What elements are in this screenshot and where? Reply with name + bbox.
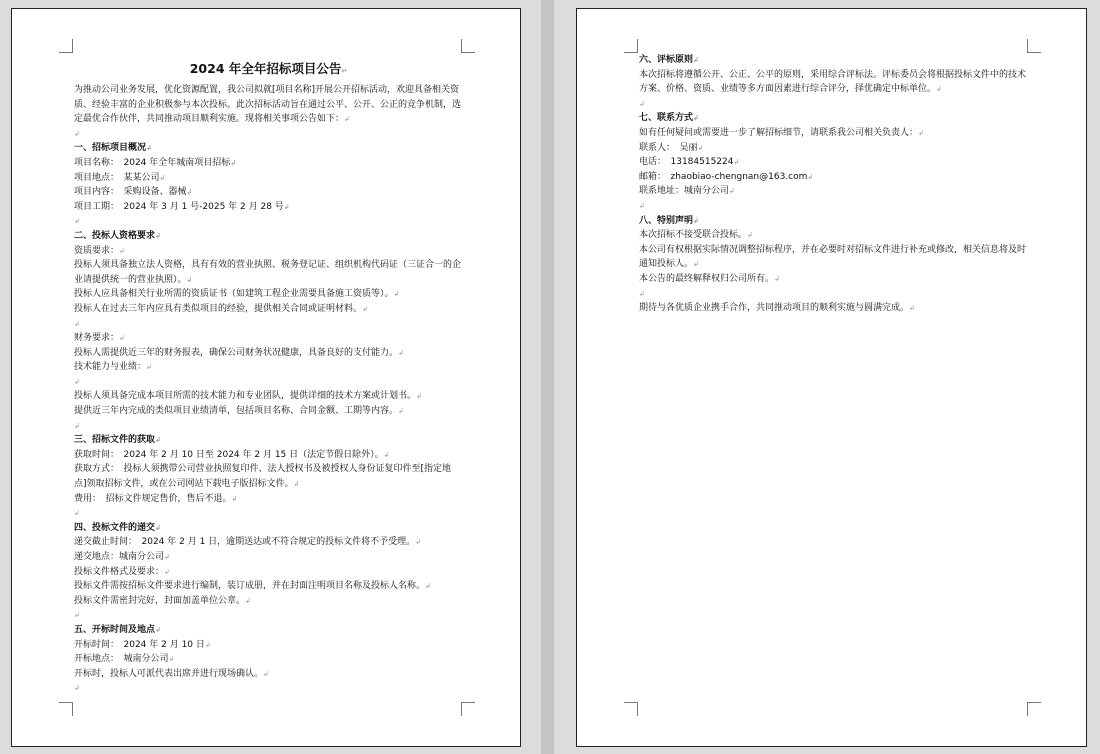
paragraph-mark: ↲ <box>425 582 431 591</box>
page-2-body[interactable] <box>639 53 1028 316</box>
paragraph-text: 联系人： 吴丽 <box>639 142 698 153</box>
paragraph-text: 项目名称： 2024 年全年城南项目招标 <box>74 157 231 168</box>
empty-paragraph <box>639 97 1028 112</box>
paragraph-text: 提供近三年内完成的类似项目业绩清单，包括项目名称、合同金额、工期等内容。 <box>74 406 399 417</box>
page-gap <box>541 0 554 754</box>
paragraph-mark: ↲ <box>74 509 80 518</box>
paragraph-text: 投标人应具备相关行业所需的资质证书（如建筑工程企业需要具备施工资质等）。 <box>74 289 394 300</box>
paragraph-mark: ↲ <box>155 625 161 634</box>
paragraph <box>74 535 463 550</box>
paragraph-text: 电话： 13184515224 <box>639 157 734 168</box>
paragraph-text: 三、招标文件的获取 <box>74 435 156 446</box>
paragraph-text: 项目工期： 2024 年 3 月 1 号-2025 年 2 月 28 号 <box>74 201 284 212</box>
section-heading <box>639 111 1028 126</box>
empty-paragraph <box>74 608 463 623</box>
paragraph-text: 投标文件需按招标文件要求进行编制，装订成册，并在封面注明项目名称及投标人名称。 <box>74 581 426 592</box>
crop-mark <box>624 39 638 53</box>
paragraph-mark: ↲ <box>693 260 699 269</box>
paragraph <box>74 171 463 186</box>
paragraph <box>74 389 463 404</box>
paragraph <box>74 565 463 580</box>
paragraph <box>74 594 463 609</box>
paragraph-text: 四、投标文件的递交 <box>74 522 156 533</box>
paragraph-mark: ↲ <box>119 334 125 343</box>
crop-mark <box>624 702 638 716</box>
paragraph-mark: ↲ <box>74 319 80 328</box>
paragraph-mark: ↲ <box>155 436 161 445</box>
crop-mark <box>59 702 73 716</box>
paragraph-text: 项目地点： 某某公司 <box>74 172 160 183</box>
paragraph-mark: ↲ <box>693 216 699 225</box>
paragraph-mark: ↲ <box>74 684 80 693</box>
crop-mark <box>1027 39 1041 53</box>
paragraph-mark: ↲ <box>729 187 735 196</box>
document-page-1[interactable] <box>11 8 521 747</box>
paragraph-mark: ↲ <box>186 188 193 197</box>
crop-mark <box>461 39 475 53</box>
paragraph-mark: ↲ <box>693 114 699 123</box>
paragraph-mark: ↲ <box>231 494 238 503</box>
paragraph <box>639 68 1028 97</box>
paragraph-mark: ↲ <box>74 421 80 430</box>
paragraph <box>74 360 463 375</box>
paragraph-text: 六、评标原则 <box>639 55 694 65</box>
paragraph <box>74 258 463 287</box>
paragraph-text: 为推动公司业务发展，优化资源配置，我公司拟就[项目名称]开展公开招标活动，欢迎具备相关资质、经验丰富的企业积极参与本次投标。此次招标活动旨在通过公平、公开、公正的竞争机制，选定最优合作伙伴，共同推动项目顺利实施。现将相关事项公告如下： <box>74 85 462 125</box>
paragraph-text: 技术能力与业绩： <box>74 362 147 373</box>
paragraph-mark: ↲ <box>747 231 753 240</box>
paragraph <box>74 346 463 361</box>
paragraph-text: 投标人需提供近三年的财务报表，确保公司财务状况健康，具备良好的支付能力。 <box>74 347 399 358</box>
paragraph-mark: ↲ <box>416 392 422 401</box>
paragraph <box>74 200 463 215</box>
paragraph <box>74 287 463 302</box>
page-1-body[interactable] <box>74 61 463 696</box>
paragraph-mark: ↲ <box>74 377 80 386</box>
empty-paragraph <box>74 506 463 521</box>
paragraph-mark: ↲ <box>168 655 175 664</box>
paragraph <box>639 184 1028 199</box>
paragraph <box>74 492 463 507</box>
empty-paragraph <box>74 214 463 229</box>
paragraph <box>639 243 1028 272</box>
crop-mark <box>461 702 475 716</box>
paragraph-mark: ↲ <box>733 158 740 167</box>
paragraph-text: 投标人须具备完成本项目所需的技术能力和专业团队，提供详细的技术方案或计划书。 <box>74 391 417 402</box>
empty-paragraph <box>74 127 463 142</box>
paragraph-mark: ↲ <box>639 99 645 108</box>
paragraph-text: 递交地点：城南分公司 <box>74 552 165 562</box>
paragraph-text: 开标地点： 城南分公司 <box>74 654 169 665</box>
paragraph <box>74 462 463 491</box>
section-heading <box>74 141 463 156</box>
paragraph-mark: ↲ <box>293 480 300 489</box>
section-heading <box>74 229 463 244</box>
paragraph-mark: ↲ <box>344 115 350 124</box>
paragraph-mark: ↲ <box>230 158 237 167</box>
paragraph-mark: ↲ <box>807 172 814 181</box>
paragraph <box>639 155 1028 170</box>
crop-mark <box>1027 702 1041 716</box>
paragraph-text: 八、特别声明 <box>639 215 694 226</box>
paragraph-mark: ↲ <box>398 407 404 416</box>
empty-paragraph <box>74 375 463 390</box>
paragraph-mark: ↲ <box>245 596 251 605</box>
paragraph-mark: ↲ <box>155 231 161 240</box>
empty-paragraph <box>74 681 463 696</box>
paragraph-text: 开标时间： 2024 年 2 月 10 日 <box>74 639 205 650</box>
paragraph-mark: ↲ <box>639 289 645 298</box>
empty-paragraph <box>639 199 1028 214</box>
paragraph <box>74 667 463 682</box>
paragraph-text: 获取方式： 投标人须携带公司营业执照复印件、法人授权书及被授权人身份证复印件至[指定地点]领取招标文件，或在公司网站下载电子版招标文件。 <box>74 464 452 490</box>
paragraph-mark: ↲ <box>697 143 704 152</box>
document-page-2[interactable] <box>576 8 1087 747</box>
paragraph <box>74 579 463 594</box>
section-heading <box>74 623 463 638</box>
paragraph-mark: ↲ <box>146 144 152 153</box>
paragraph-text: 二、投标人资格要求 <box>74 230 156 241</box>
empty-paragraph <box>74 317 463 332</box>
paragraph <box>639 170 1028 185</box>
paragraph-text: 本次招标将遵循公开、公正、公平的原则，采用综合评标法。评标委员会将根据投标文件中的技术方案、价格、资质、业绩等多方面因素进行综合评分，择优确定中标单位。 <box>639 69 1027 95</box>
paragraph-text: 递交截止时间： 2024 年 2 月 1 日，逾期送达或不符合规定的投标文件将不予受理。 <box>74 537 416 548</box>
paragraph-text: 项目内容： 采购设备、器械 <box>74 187 187 198</box>
paragraph-mark: ↲ <box>383 450 390 459</box>
paragraph-mark: ↲ <box>918 128 924 137</box>
paragraph-mark: ↲ <box>393 290 400 299</box>
paragraph-text: 本次招标不接受联合投标。 <box>639 230 748 241</box>
paragraph-text: 七、联系方式 <box>639 113 694 124</box>
paragraph-text: 期待与各优质企业携手合作，共同推动项目的顺利实施与圆满完成。 <box>639 303 910 314</box>
paragraph-text: 资质要求： <box>74 245 120 256</box>
paragraph-mark: ↲ <box>155 523 161 532</box>
paragraph <box>74 404 463 419</box>
paragraph-text: 本公司有权根据实际情况调整招标程序，并在必要时对招标文件进行补充或修改，相关信息将及时通知投标人。 <box>639 244 1027 270</box>
paragraph-mark: ↲ <box>639 201 645 210</box>
section-heading <box>639 53 1028 68</box>
paragraph-text: 邮箱： zhaobiao-chengnan@163.com <box>639 171 808 182</box>
paragraph-text: 一、招标项目概况 <box>74 143 147 154</box>
section-heading <box>639 214 1028 229</box>
paragraph <box>74 550 463 565</box>
paragraph <box>639 301 1028 316</box>
paragraph-mark: ↲ <box>204 640 211 649</box>
paragraph-mark: ↲ <box>164 553 170 561</box>
paragraph-text: 获取时间： 2024 年 2 月 10 日至 2024 年 2 月 15 日（法定节假日除外）。 <box>74 449 384 460</box>
paragraph <box>639 272 1028 287</box>
paragraph-text: 投标文件格式及要求： <box>74 566 165 577</box>
paragraph <box>74 185 463 200</box>
paragraph-mark: ↲ <box>283 202 290 211</box>
paragraph-mark: ↲ <box>415 538 422 547</box>
paragraph-mark: ↲ <box>398 348 404 357</box>
paragraph-text: 本公告的最终解释权归公司所有。 <box>639 273 775 284</box>
paragraph-mark: ↲ <box>164 567 170 576</box>
paragraph-text: 费用： 招标文件规定售价，售后不退。 <box>74 493 232 504</box>
paragraph <box>74 156 463 171</box>
paragraph-text: 财务要求： <box>74 333 120 344</box>
paragraph <box>639 141 1028 156</box>
paragraph <box>74 652 463 667</box>
paragraph-text: 五、开标时间及地点 <box>74 624 156 635</box>
paragraph-text: 如有任何疑问或需要进一步了解招标细节，请联系我公司相关负责人： <box>639 127 919 138</box>
paragraph-mark: ↲ <box>74 129 80 138</box>
paragraph-mark: ↲ <box>936 85 942 94</box>
paragraph <box>74 244 463 259</box>
paragraph-mark: ↲ <box>774 274 780 283</box>
paragraph <box>639 126 1028 141</box>
paragraph-mark: ↲ <box>146 363 152 372</box>
paragraph <box>74 83 463 127</box>
paragraph-mark: ↲ <box>362 304 368 313</box>
paragraph-mark: ↲ <box>74 611 80 620</box>
crop-mark <box>59 39 73 53</box>
paragraph <box>74 448 463 463</box>
paragraph <box>74 302 463 317</box>
paragraph-text: 投标人须具备独立法人资格，具有有效的营业执照、税务登记证、组织机构代码证（三证合一的企业请提供统一的营业执照）。 <box>74 260 462 285</box>
paragraph <box>74 638 463 653</box>
paragraph-text: 联系地址：城南分公司 <box>639 186 730 197</box>
paragraph-mark: ↲ <box>263 669 269 678</box>
paragraph-mark: ↲ <box>74 217 80 226</box>
section-heading <box>74 521 463 536</box>
paragraph-text: 开标时，投标人可派代表出席并进行现场确认。 <box>74 668 264 679</box>
paragraph-mark: ↲ <box>186 275 193 284</box>
paragraph-mark: ↲ <box>119 246 125 255</box>
section-heading <box>74 433 463 448</box>
paragraph-mark: ↲ <box>909 304 915 313</box>
empty-paragraph <box>639 287 1028 302</box>
paragraph-mark: ↲ <box>159 173 166 182</box>
paragraph-mark: ↲ <box>693 56 699 64</box>
document-title: 2024 年全年招标项目公告↵ <box>189 61 348 76</box>
empty-paragraph <box>74 419 463 434</box>
paragraph <box>639 228 1028 243</box>
paragraph-text: 投标人在过去三年内应具有类似项目的经验，提供相关合同或证明材料。 <box>74 303 363 314</box>
paragraph-text: 投标文件需密封完好，封面加盖单位公章。 <box>74 595 246 606</box>
paragraph <box>74 331 463 346</box>
